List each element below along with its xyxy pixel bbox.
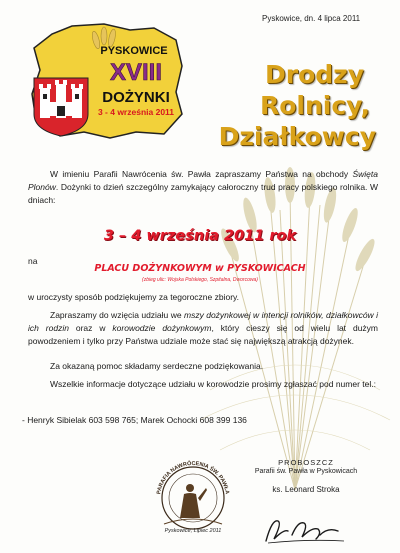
logo-city: PYSKOWICE	[100, 45, 168, 57]
place-date: Pyskowice, dn. 4 lipca 2011	[262, 14, 361, 23]
signatory-parish: Parafii św. Pawła w Pyskowicach	[254, 468, 358, 475]
logo-title: DOŻYNKI	[102, 89, 170, 106]
parish-seal-icon	[150, 458, 236, 530]
title-line-2: Rolnicy,	[259, 91, 370, 120]
info-paragraph: Wszelkie informacje dotyczące udziału w korowodzie prosimy zgłaszać pod numer tel.:	[50, 379, 376, 389]
seal-caption: Pyskowice, Lipiec 2011	[164, 528, 222, 534]
signatory-role: PROBOSZCZ	[278, 458, 334, 467]
dozynki-logo	[26, 22, 186, 140]
seal-text: PARAFIA NAWRÓCENIA ŚW. PAWŁA	[156, 460, 230, 495]
contact-line: - Henryk Sibielak 603 598 765; Marek Ochocki 608 399 136	[22, 415, 247, 425]
gratitude-paragraph: Za okazaną pomoc składamy serdeczne podziękowania.	[50, 361, 264, 371]
coat-of-arms-icon	[34, 78, 88, 136]
event-date: 3 – 4 września 2011 rok	[103, 228, 297, 244]
intro-paragraph: W imieniu Parafii Nawrócenia św. Pawła zapraszamy Państwa na obchody Święta Plonów. Dożynki to dzień szczególny zamykający całoroczny trud pracy polskiego rolnika. W dniach:	[28, 169, 378, 205]
venue: PLACU DOŻYNKOWYM w PYSKOWICACH	[94, 263, 306, 274]
na-label: na	[28, 256, 38, 266]
venue-address: (zbieg ulic: Wojska Polskiego, Szpitalna, Dworcowa)	[142, 277, 258, 283]
logo-edition: XVIII	[109, 59, 163, 86]
signatory-name: ks. Leonard Stroka	[272, 485, 340, 494]
invite-paragraph: Zapraszamy do wzięcia udziału we mszy dożynkowej w intencji rolników, działkowców i ich rodzin oraz w korowodzie dożynkowym, który cieszy się od wielu lat dużym powodzeniem i tylko przy Państwa udziale może stać się największą atrakcją dożynek.	[28, 310, 379, 346]
title-line-3: Działkowcy	[218, 122, 376, 151]
handwritten-signature-icon	[258, 515, 348, 547]
signature-block	[246, 458, 366, 494]
title-line-1: Drodzy	[265, 60, 364, 89]
logo-dates: 3 - 4 września 2011	[97, 107, 175, 117]
thanks-paragraph: w uroczysty sposób podziękujemy za tegoroczne zbiory.	[28, 292, 240, 302]
